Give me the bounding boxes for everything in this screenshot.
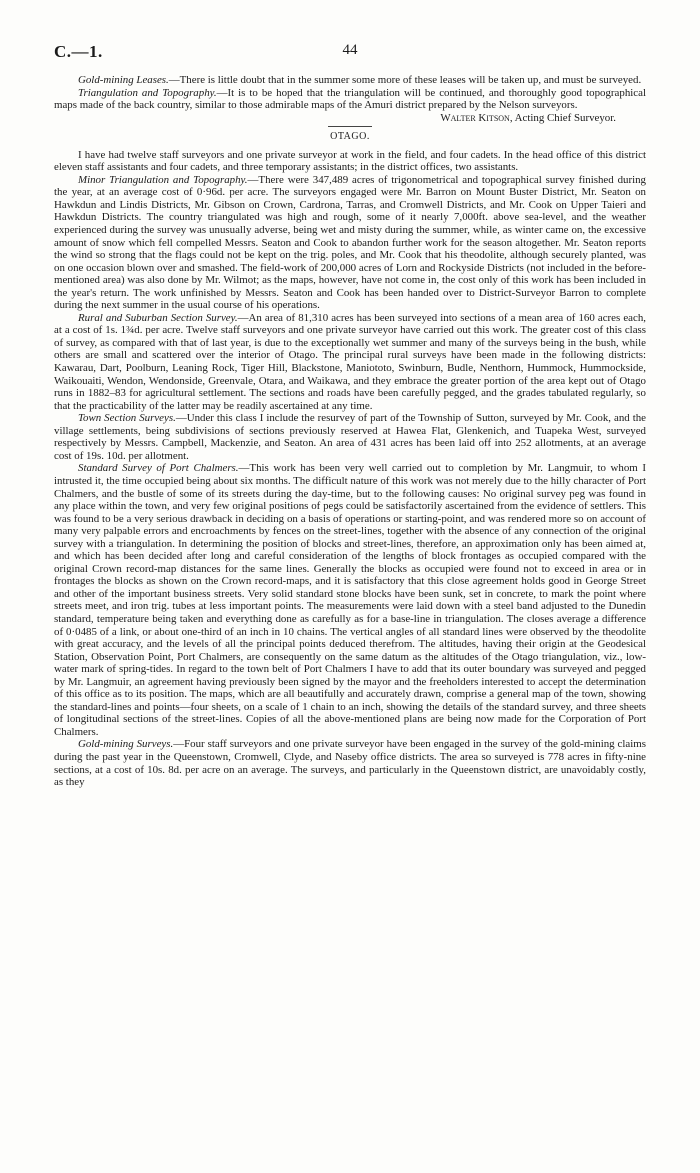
paragraph-heading: Gold-mining Surveys. (78, 738, 174, 751)
paragraph-text: —There is little doubt that in the summer some more of these leases will be taken up, and must be surveyed. (168, 74, 642, 86)
section-title: OTAGO. (330, 131, 370, 143)
paragraph-minor-triangulation (54, 174, 646, 312)
paragraph-gold-mining-surveys (54, 738, 646, 788)
paragraph-triangulation-topography (54, 87, 646, 112)
paragraph-gold-mining-leases (54, 74, 646, 87)
paragraph-rural-suburban (54, 312, 646, 412)
paragraph-heading: Gold-mining Leases. (78, 74, 169, 86)
signature-name: Walter Kitson, (440, 111, 513, 124)
paragraph-port-chalmers (54, 462, 646, 738)
signature-title: Acting Chief Surveyor. (514, 111, 616, 124)
paragraph-heading: Town Section Surveys. (78, 412, 176, 425)
signature-line (54, 112, 646, 125)
paragraph-heading: Standard Survey of Port Chalmers. (78, 462, 239, 475)
body-text (54, 74, 646, 789)
paragraph-heading: Triangulation and Topography. (78, 86, 217, 99)
paragraph-heading: Minor Triangulation and Topography. (78, 173, 248, 186)
document-reference: C.—1. (54, 42, 103, 61)
section-divider (328, 126, 372, 127)
paragraph-text: —An area of 81,310 acres has been surveyed into sections of a mean area of 160 acres each, at a cost of 1s. 1¾d. per acre. Twelve staff surveyors and one private surveyor have carried out this work. The greater cost of this class of survey, as compared with that of last year, is due to the exceptionally wet summer and many of the surveys being in the bush, while others are small and scattered over the interior of Otago. The principal rural surveys have been made in the following districts: Kawarau, Dart, Poolburn, Leaning Rock, Tiger Hill, Blackstone, Maniototo, Swinburn, Budle, Nenthorn, Hummock, Hummockside, Waikouaiti, Wendon, Wendonside, Greenvale, Otara, and Waikawa, and they embrace the greater portion of the area kept out of Otago runs in 1882–83 for agricultural settlement. The sections and roads have been carefully pegged, and the grades tabulated regularly, so that the practicability of the latter may be readily ascertained at any time. (54, 311, 646, 412)
paragraph-heading: Rural and Suburban Section Survey. (78, 311, 238, 324)
paragraph-town-section (54, 412, 646, 462)
paragraph-text: —It is to be hoped that the triangulation will be continued, and thoroughly good topographical maps made of the back country, similar to those admirable maps of the Amuri district prepared by the Nelson surveyors. (54, 86, 646, 112)
page-header (54, 42, 646, 66)
paragraph-text: —Four staff surveyors and one private surveyor have been engaged in the survey of the gold-mining claims during the past year in the Queenstown, Cromwell, Clyde, and Naseby office districts. The area so surveyed is 778 acres in fifty-nine sections, at a cost of 10s. 8d. per acre on an average. The surveys, and particularly in the Queenstown district, are unavoidably costly, as they (54, 738, 646, 789)
paragraph-text: I have had twelve staff surveyors and one private surveyor at work in the field, and four cadets. In the head office of this district eleven staff assistants and four cadets, and three temporary assistants; in the district offices, two assistants. (54, 148, 646, 174)
paragraph-text: —There were 347,489 acres of trigonometrical and topographical survey finished during the year, at an average cost of 0·96d. per acre. The surveyors engaged were Mr. Barron on Mount Buster District, Mr. Seaton on Hawkdun and Lindis Districts, Mr. Gibson on Crown, Cardrona, Tarras, and Cromwell Districts, and Mr. Cook on Upper Taieri and Hawkdun Districts. The country triangulated was high and rough, some of it nearly 7,000ft. above sea-level, and the weather experienced during the survey was unusually adverse, being wet and misty during the summer, while, as winter came on, the excessive amount of snow which fell compelled Messrs. Seaton and Cook to abandon further work for the season altogether. Mr. Seaton reports the wind so strong that the flags could not be kept on the trig. poles, and Mr. Cook that his theodolite, although securely planted, was on one occasion blown over and smashed. The field-work of 200,000 acres of Lorn and Rockyside Districts (not included in the before-mentioned area) was also done by Mr. Wilmot; as the maps, however, have not come in, the cost only of this work has been included in the year's return. The work unfinished by Messrs. Seaton and Cook has been handed over to District-Surveyor Barron to complete during the next summer in the usual course of his operations. (54, 173, 647, 312)
paragraph-text: —This work has been very well carried out to completion by Mr. Langmuir, to whom I intrusted it, the time occupied being about six months. The difficult nature of this work was not merely due to the hilly character of Port Chalmers, and the bustle of some of its streets during the day-time, but to the following causes: No original survey peg was found in any place within the town, and very few original positions of pegs could be satisfactorily ascertained from the evidence of settlers. This was found to be a very serious drawback in deciding on a basis of operations or starting-point, and was rendered more so on account of many very palpable errors and encroachments by fences on the street-lines, together with the absence of any connection of the original survey with a triangulation. In determining the position of blocks and street-lines, therefore, an approximation only has been aimed at, and which has been decided after long and careful consideration of the lengths of block frontages as occupied compared with the original Crown record-map distances for the same lines. Generally the blocks as occupied were found not to exceed in area or in frontages the blocks as shown on the Crown record-maps, and it is satisfactory that this close agreement holds good in George Street and other of the important business streets. Very solid standard stone blocks have been sunk, set in concrete, to mark the point where streets meet, and iron trig. tubes at less important points. The measurements were laid down with a steel band adjusted to the Dunedin standard, temperature being taken and everything done as carefully as for a base-line in triangulation. The closes average a difference of 0·0485 of a link, or about one-third of an inch in 10 chains. The vertical angles of all standard lines were observed by the theodolite with great accuracy, and the levels of all the principal points deduced therefrom. The altitudes, having their origin at the Geodesical Station, Observation Point, Port Chalmers, are consequently on the same datum as the altitudes of the Otago triangulation, viz., low-water mark of spring-tides. In regard to the town belt of Port Chalmers I have to add that its outer boundary was surveyed and pegged by Mr. Langmuir, an agreement having previously been signed by the mayor and the freeholders interested to accept the determination of this office as to its position. The maps, which are all beautifully and accurately drawn, comprise a general map of the town, showing the standard-lines and points—four sheets, on a scale of 1 chain to an inch, showing the details of the standard survey, and three sheets of longitudinal sections of the street-lines. Copies of all the above-mentioned plans are being now made for the Corporation of Port Chalmers. (54, 462, 647, 738)
page-number: 44 (342, 42, 358, 58)
paragraph-text: —Under this class I include the resurvey of part of the Township of Sutton, surveyed by Mr. Cook, and the village settlements, being subdivisions of sections previously reserved at Hawea Flat, Glenkenich, and Tuapeka West, surveyed respectively by Messrs. Campbell, Mackenzie, and Seaton. An area of 431 acres has been laid off into 252 allotments, at an average cost of 19s. 10d. per allotment. (54, 412, 646, 462)
paragraph-staff (54, 149, 646, 174)
